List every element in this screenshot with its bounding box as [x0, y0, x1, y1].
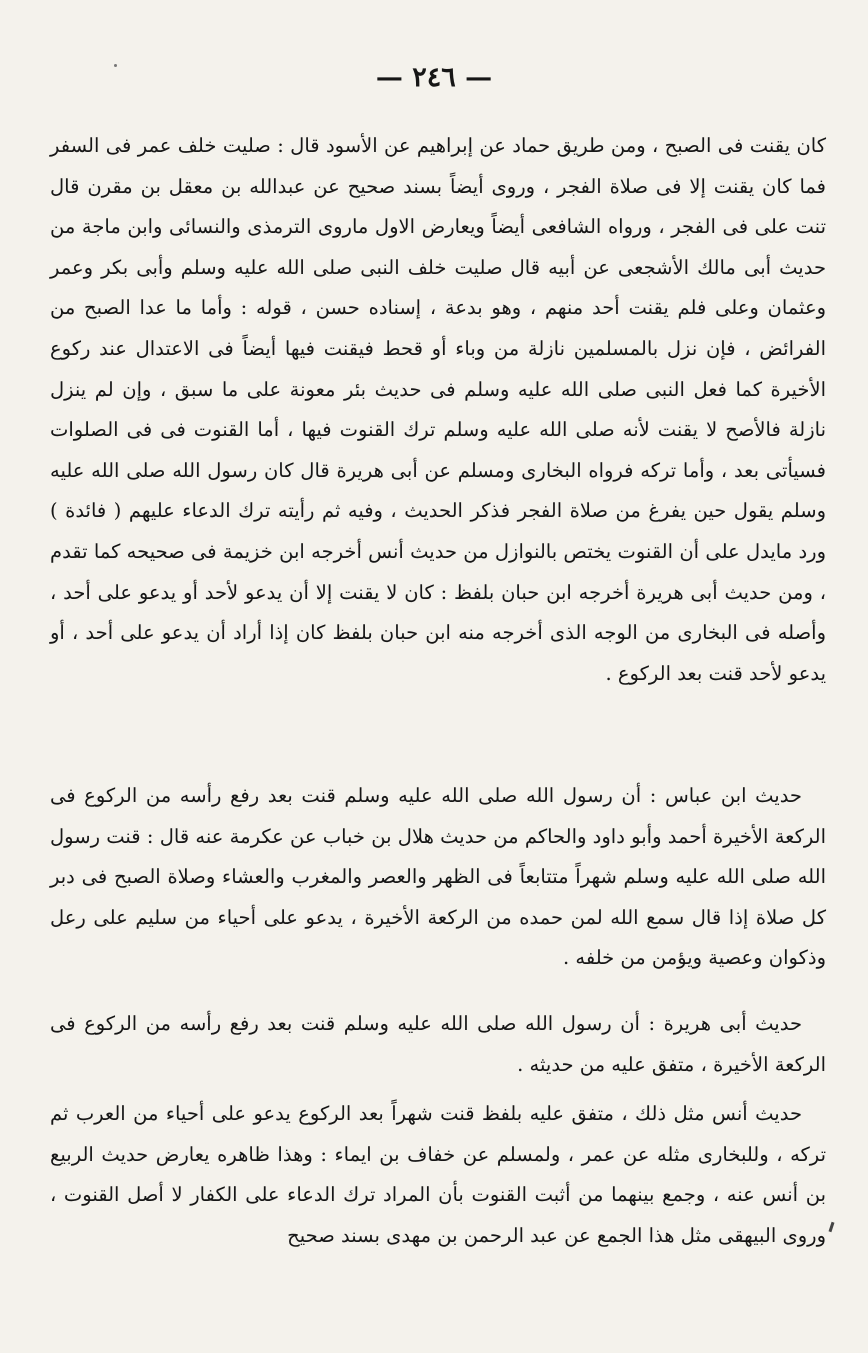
- body-text: [50, 126, 826, 1274]
- margin-mark: [829, 1222, 835, 1232]
- paragraph-ibn-abbas: حديث ابن عباس : أن رسول الله صلى الله عليه وسلم قنت بعد رفع رأسه من الركوع فى الركعة الأخيرة أحمد وأبو داود والحاكم من حديث هلال بن خباب عن عكرمة عنه قال : قنت رسول الله صلى الله عليه وسلم شهراً متتابعاً فى الظهر والعصر والمغرب والعشاء وصلاة الصبح فى دبر كل صلاة إذا قال سمع الله لمن حمده من الركعة الأخيرة ، يدعو على أحياء من سليم على رعل وذكوان وعصية ويؤمن من خلفه .: [50, 784, 826, 970]
- paragraph-abu-hurayra: حديث أبى هريرة : أن رسول الله صلى الله عليه وسلم قنت بعد رفع رأسه من الركوع فى الركعة الأخيرة ، متفق عليه من حديثه .: [50, 1012, 826, 1076]
- paragraph-anas: حديث أنس مثل ذلك ، متفق عليه بلفظ قنت شهراً بعد الركوع يدعو على أحياء من العرب ثم تركه ، وللبخارى مثله عن عمر ، ولمسلم عن خفاف بن ايماء : وهذا ظاهره يعارض حديث الربيع بن أنس عنه ، وجمع بينهما من أثبت القنوت بأن المراد ترك الدعاء على الكفار لا أصل القنوت ، وروى البيهقى مثل هذا الجمع عن عبد الرحمن بن مهدى بسند صحيح: [50, 1102, 826, 1247]
- paragraph-intro: كان يقنت فى الصبح ، ومن طريق حماد عن إبراهيم عن الأسود قال : صليت خلف عمر فى السفر فما كان يقنت إلا فى صلاة الفجر ، وروى أيضاً بسند صحيح عن عبدالله بن معقل بن مقرن قال تنت على فى الفجر ، ورواه الشافعى أيضاً ويعارض الاول ماروى الترمذى والنسائى وابن ماجة من حديث أبى مالك الأشجعى عن أبيه قال صليت خلف النبى صلى الله عليه وسلم وأبى بكر وعمر وعثمان وعلى فلم يقنت أحد منهم ، وهو بدعة ، إسناده حسن ، قوله : وأما ما عدا الصبح من الفرائض ، فإن نزل بالمسلمين نازلة من وباء أو قحط فيقنت فيها أيضاً فى الاعتدال عند ركوع الأخيرة كما فعل النبى صلى الله عليه وسلم فى حديث بئر معونة على ما سبق ، وإن لم ينزل نازلة فالأصح لا يقنت لأنه صلى الله عليه وسلم ترك القنوت فيها ، أما القنوت فى فى الصلوات فسيأتى بعد ، وأما تركه فرواه البخارى ومسلم عن أبى هريرة قال كان رسول الله صلى الله عليه وسلم يقول حين يفرغ من صلاة الفجر فذكر الحديث ، وفيه ثم رأيته ترك الدعاء عليهم ( فائدة ) ورد مايدل على أن القنوت يختص بالنوازل من حديث أنس أخرجه ابن خزيمة فى صحيحه كما تقدم ، ومن حديث أبى هريرة أخرجه ابن حبان بلفظ : كان لا يقنت إلا أن يدعو لأحد أو يدعو على أحد ، وأصله فى البخارى من الوجه الذى أخرجه منه ابن حبان بلفظ كان إذا أراد أن يدعو على أحد ، أو يدعو لأحد قنت بعد الركوع .: [50, 134, 826, 685]
- page-number: — ٢٤٦ —: [375, 62, 493, 93]
